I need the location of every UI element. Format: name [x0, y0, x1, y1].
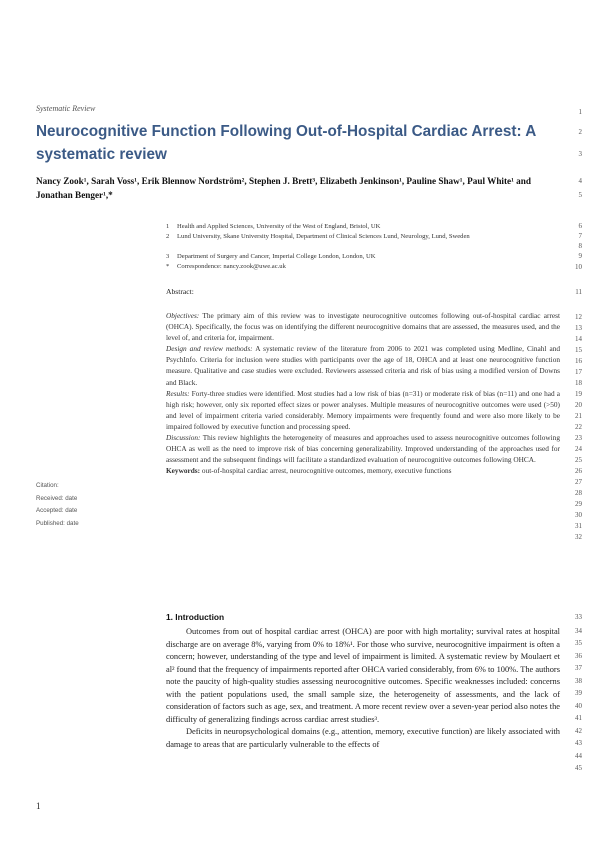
keywords: Keywords: out-of-hospital cardiac arrest, neurocognitive outcomes, memory, executive functions [166, 466, 452, 476]
abstract-results: Results: Forty-three studies were identified. Most studies had a low risk of bias (n=31) or moderate risk of bias (n=11) and one had a high risk; however, only six reported effect sizes or power analyses. Multiple measures of neurocognitive outcomes were used (>50) and level of impairment criteria varied considerably. Memory impairments were frequently found and were also more likely to be impaired followed by executive function and processing speed. [166, 388, 560, 431]
article-category: Systematic Review [36, 104, 96, 113]
introduction-text [166, 626, 560, 751]
line-number: 19 [575, 390, 582, 398]
line-number: 17 [575, 368, 582, 376]
line-number: 9 [578, 252, 582, 260]
line-number: 26 [575, 467, 582, 475]
line-number: 34 [575, 627, 582, 635]
line-number: 7 [578, 232, 582, 240]
line-number: 1 [578, 108, 582, 116]
line-number: 40 [575, 702, 582, 710]
line-number: 11 [575, 288, 582, 296]
line-number: 22 [575, 423, 582, 431]
line-number: 21 [575, 412, 582, 420]
line-number: 45 [575, 764, 582, 772]
line-number: 39 [575, 689, 582, 697]
line-number: 20 [575, 401, 582, 409]
line-number: 16 [575, 357, 582, 365]
section-heading: 1. Introduction [166, 612, 225, 622]
line-number: 18 [575, 379, 582, 387]
line-number: 4 [578, 177, 582, 185]
line-number: 33 [575, 613, 582, 621]
line-number: 43 [575, 739, 582, 747]
published-date: Published: date [36, 519, 79, 527]
author-list: Nancy Zook¹, Sarah Voss¹, Erik Blennow Nordström², Stephen J. Brett³, Elizabeth Jenkinson¹, Pauline Shaw¹, Paul White¹ and Jonathan Benger¹,* [36, 176, 531, 200]
line-number: 5 [578, 191, 582, 199]
line-number: 44 [575, 752, 582, 760]
citation-sidebar [36, 480, 79, 530]
line-number: 28 [575, 489, 582, 497]
line-number: 29 [575, 500, 582, 508]
intro-paragraph: Outcomes from out of hospital cardiac arrest (OHCA) are poor with high mortality; survival rates at hospital discharge are on average 8%, varying from 0% to 18%¹. For those who survive, neurocognitive impairment is often a concern; however, understanding of the type and level of impairment is limited. A systematic review by Moulaert et al² found that the frequency of impairments reported after OHCA varied considerably, from 6% to 100%. The authors note the paucity of high-quality studies assessing neurocognitive outcomes. Specific weaknesses included: concerns with the patient populations used, the small sample size, the heterogeneity of assessments, and the lack of consideration of factors such as age, sex, and treatment. A more recent review over a seven-year period also notes the difficulty of generalizing findings across cardiac arrest studies³. [166, 627, 560, 724]
line-number: 8 [578, 242, 582, 250]
abstract-design: Design and review methods: A systematic review of the literature from 2006 to 2021 was completed using Medline, Cinahl and PsychInfo. Criteria for inclusion were studies with participants over the age of 18, OHCA and at least one neurocognitive function measure. Qualitative and case studies were excluded. Reviewers assessed criteria and risk of bias using a modified version of Downs and Black. [166, 344, 561, 387]
line-number: 32 [575, 533, 582, 541]
abstract-heading: Abstract: [166, 287, 194, 296]
line-number: 30 [575, 511, 582, 519]
article-title: Neurocognitive Function Following Out-of-Hospital Cardiac Arrest: A systematic review [36, 123, 536, 163]
line-number: 23 [575, 434, 582, 442]
line-number: 14 [575, 335, 582, 343]
line-number: 3 [578, 150, 582, 158]
abstract-objectives: Objectives: The primary aim of this review was to investigate neurocognitive outcomes following out-of-hospital cardiac arrest (OHCA). Specifically, the focus was on identifying the different neurocognitive domains that are assessed, the measures used, and the level of, and criteria for, impairment. [166, 311, 560, 343]
line-number: 24 [575, 445, 582, 453]
line-number: 35 [575, 639, 582, 647]
citation-label: Citation: [36, 482, 59, 489]
line-number: 2 [578, 128, 582, 136]
accepted-date: Accepted: date [36, 507, 78, 514]
received-date: Received: date [36, 494, 78, 502]
line-number: 6 [578, 222, 582, 230]
line-number: 38 [575, 677, 582, 685]
line-number: 42 [575, 727, 582, 735]
line-number: 27 [575, 478, 582, 486]
line-number: 36 [575, 652, 582, 660]
abstract-body [166, 310, 560, 476]
line-number: 13 [575, 324, 582, 332]
line-number: 10 [575, 263, 582, 271]
page-number: 1 [36, 801, 41, 811]
line-number: 31 [575, 522, 582, 530]
abstract-discussion: Discussion: This review highlights the heterogeneity of measures and approaches used to assess neurocognitive outcomes following OHCA as well as the need to improve risk of bias concerning generalizability. Improved understanding of the approaches used for assessment and the subsequent findings will facilitate a standardized evaluation of neurocognitive outcomes following OHCA. [166, 433, 560, 465]
line-number: 15 [575, 346, 582, 354]
line-number: 41 [575, 714, 582, 722]
line-number: 12 [575, 313, 582, 321]
line-number: 37 [575, 664, 582, 672]
line-number: 25 [575, 456, 582, 464]
intro-paragraph: Deficits in neuropsychological domains (e.g., attention, memory, executive function) are likely associated with damage to areas that are particularly vulnerable to the effects of [166, 727, 560, 749]
